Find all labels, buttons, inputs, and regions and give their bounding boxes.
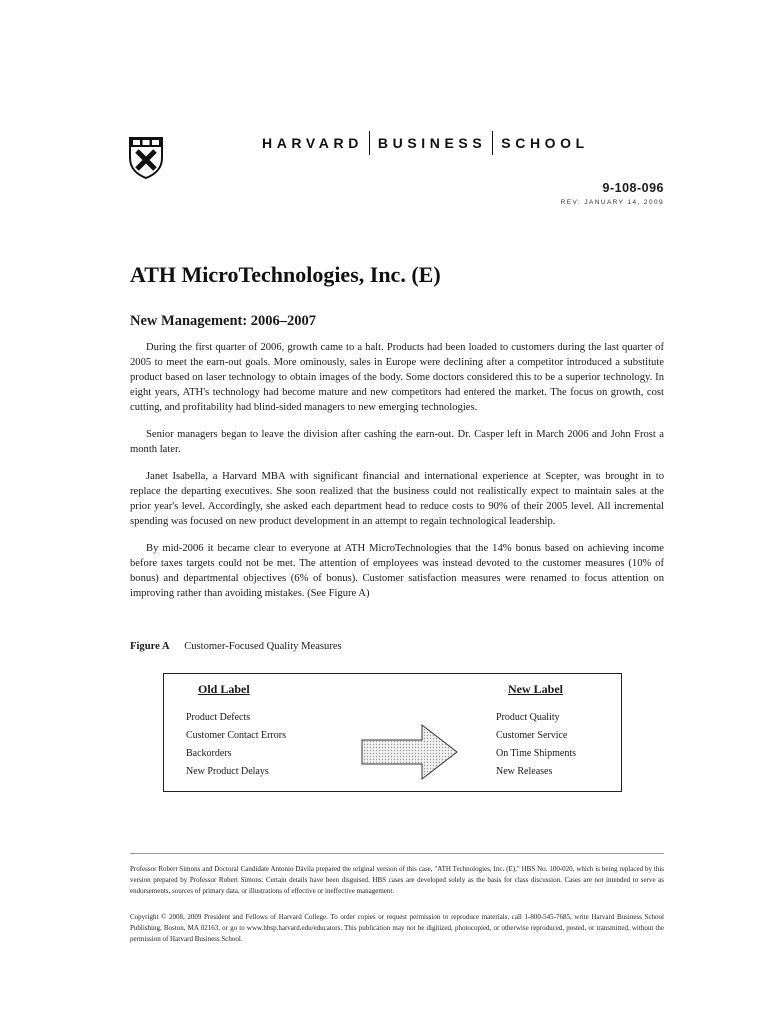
revision-date: REV: JANUARY 14, 2009 — [560, 199, 664, 206]
old-label-item: Backorders — [186, 748, 232, 759]
new-label-heading: New Label — [508, 682, 563, 696]
new-label-item: Customer Service — [496, 730, 568, 741]
figure-caption — [130, 641, 342, 652]
wordmark-harvard: HARVARD — [262, 135, 363, 151]
body-paragraph: During the first quarter of 2006, growth came to a halt. Products had been loaded to customers during the last quarter of 2005 to meet the earn-out goals. More ominously, sales in Europe were declining after a competitor introduced a substitute product based on laser technology to obtain images of the body. Some doctors considered this to be a superior technology. In eight years, ATH's technology had become mature and new competitors had entered the market. The focus on growth, cost cutting, and profitability had blind-sided managers to new emerging technologies. — [130, 342, 664, 413]
new-label-item: Product Quality — [496, 712, 560, 723]
old-label-item: Product Defects — [186, 712, 251, 723]
new-label-item: New Releases — [496, 766, 553, 777]
authorship-footnote: Professor Robert Simons and Doctoral Candidate Antonio Dávila prepared the original version of this case, "ATH Technologies, Inc. (E)," HBS No. 100-020, which is being replaced by this version prepared by Professor Robert Simons. Certain details have been disguised. HBS cases are developed solely as the basis for class discussion. Cases are not intended to serve as endorsements, sources of primary data, or illustrations of effective or ineffective management. — [130, 865, 664, 895]
wordmark-business: BUSINESS — [377, 135, 487, 151]
wordmark-school: SCHOOL — [501, 135, 589, 151]
figure-a-box — [163, 673, 622, 792]
body-paragraph: By mid-2006 it became clear to everyone at ATH MicroTechnologies that the 14% bonus based on achieving income before taxes targets could not be met. The attention of employees was instead devoted to the customer measures (10% of bonus) and departmental objectives (6% of bonus). Customer satisfaction measures were renamed to focus attention on improving rather than avoiding mistakes. (See Figure A) — [130, 543, 664, 599]
section-heading: New Management: 2006–2007 — [130, 313, 317, 329]
old-label-column — [186, 682, 286, 781]
new-label-column — [496, 682, 576, 781]
case-number: 9-108-096 — [602, 181, 664, 195]
old-label-item: New Product Delays — [186, 766, 269, 777]
wordmark-divider — [492, 131, 493, 155]
harvard-shield-icon — [128, 136, 164, 180]
wordmark-divider — [369, 131, 370, 155]
figure-label: Figure A — [130, 641, 170, 652]
page-header — [0, 0, 768, 220]
case-body — [130, 340, 664, 613]
harvard-business-school-wordmark — [262, 130, 664, 156]
copyright-footnote: Copyright © 2008, 2009 President and Fellows of Harvard College. To order copies or request permission to reproduce materials, call 1-800-545-7685, write Harvard Business School Publishing, Boston, MA 02163, or go to www.hbsp.harvard.edu/educators. This publication may not be digitized, photocopied, or otherwise reproduced, posted, or transmitted, without the permission of Harvard Business School. — [130, 913, 664, 943]
body-paragraph: Janet Isabella, a Harvard MBA with significant financial and international experience at Scepter, was brought in to replace the departing executives. She soon realized that the business could not realistically expect to maintain sales at the prior year's level. Accordingly, she asked each department head to reduce costs to 90% of their 2005 level. All incremental spending was focused on new product development in an attempt to regain technological leadership. — [130, 471, 664, 527]
old-label-heading: Old Label — [198, 682, 250, 696]
new-label-item: On Time Shipments — [496, 748, 577, 759]
case-title: ATH MicroTechnologies, Inc. (E) — [130, 262, 441, 287]
figure-title: Customer-Focused Quality Measures — [184, 641, 342, 652]
right-arrow-icon — [360, 722, 460, 782]
footnote-divider — [130, 853, 664, 854]
old-label-item: Customer Contact Errors — [186, 730, 286, 741]
body-paragraph: Senior managers began to leave the division after cashing the earn-out. Dr. Casper left in March 2006 and John Frost a month later. — [130, 429, 664, 455]
